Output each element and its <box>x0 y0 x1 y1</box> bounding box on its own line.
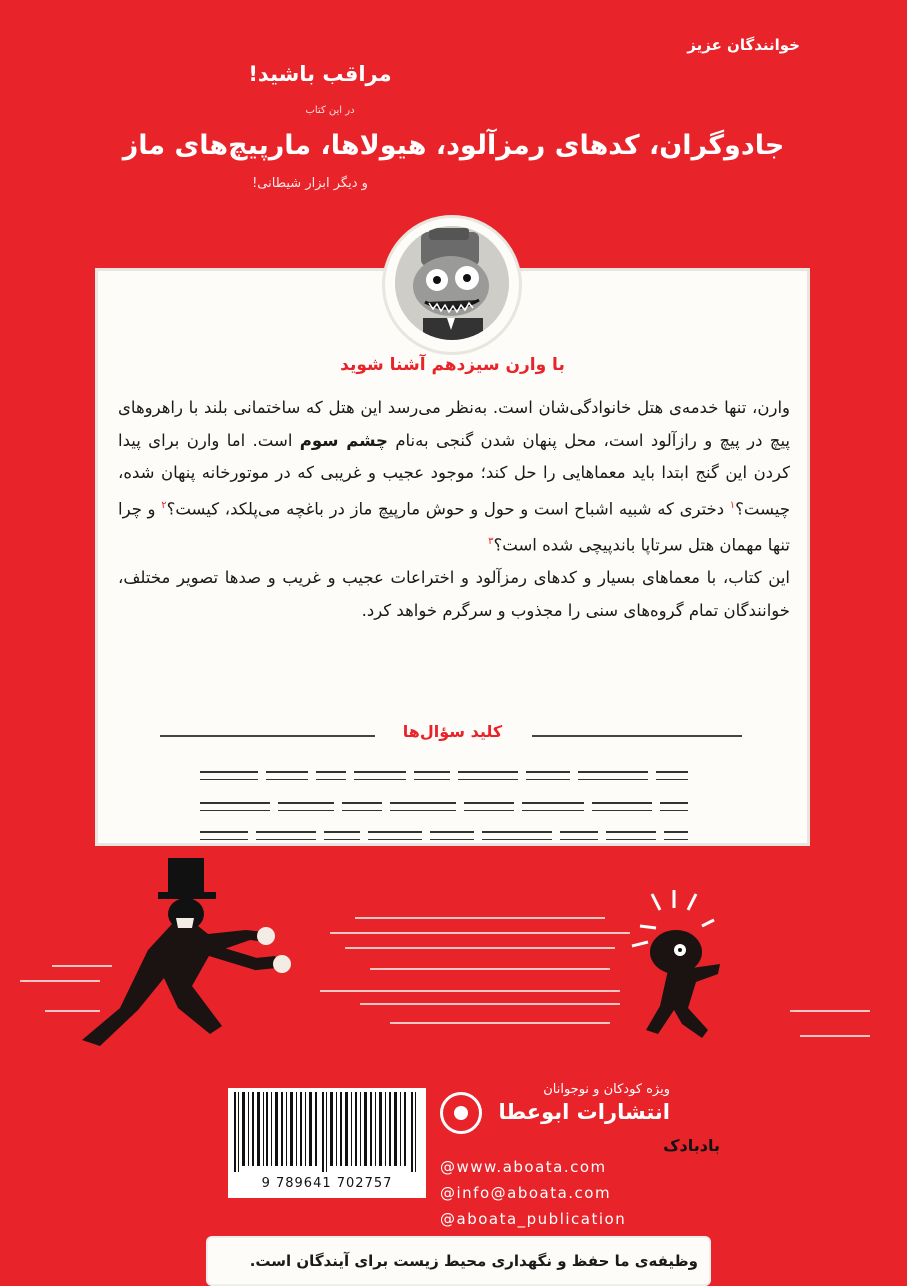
warren-running-illustration <box>630 890 750 1050</box>
publisher-email: @info@aboata.com <box>440 1184 612 1202</box>
synopsis-paragraph-1: وارن، تنها خدمه‌ی هتل خانوادگی‌شان است. به‌نظر می‌رسد این هتل که ساختمانی بلند با راهروهای پیچ در پیچ و رازآلود است، محل پنهان شدن گنجی به‌نام چشم سوم است. اما وارن برای پیدا کردن این گنج ابتدا باید معماهایی را حل کند؛ موجود عجیب و غریبی که در موتورخانه پنهان شده، چیست؟$^۱$ دختری که شبیه اشباح است و حول و حوش مارپیچ ماز در باغچه می‌پلکد، کیست؟$^۲$ و چرا تنها مهمان هتل سرتاپا باندپیچی شده است؟$^۳$ <box>118 398 791 555</box>
speed-line <box>390 1022 610 1024</box>
cipher-answer-2 <box>200 797 688 813</box>
speed-line <box>355 917 605 919</box>
header-headline: جادوگران، کدهای رمزآلود، هیولاها، مارپیچ‌های ماز <box>122 130 785 161</box>
treasure-name: چشم سوم <box>299 430 388 450</box>
environment-note: وظیفه‌ی ما حفظ و نگهداری محیط زیست برای آیندگان است. <box>249 1252 698 1270</box>
synopsis-paragraph-2: این کتاب، با معماهای بسیار و کدهای رمزآلود و اختراعات عجیب و غریب و صدها تصویر مختلف، خوانندگان تمام گروه‌های سنی را مجذوب و سرگرم خواهد کرد. <box>118 567 790 620</box>
speed-line <box>320 990 620 992</box>
speed-line <box>345 947 615 949</box>
publisher-website: @www.aboata.com <box>440 1158 607 1176</box>
isbn-number: 9 789641 702757 <box>261 1176 393 1191</box>
speed-line <box>360 1003 620 1005</box>
question-mark-2: ۲ <box>161 499 167 511</box>
speed-line <box>370 968 610 970</box>
question-mark-1: ۱ <box>729 499 736 511</box>
cipher-answer-1 <box>200 766 688 782</box>
synopsis-text <box>118 392 790 627</box>
header-tail: و دیگر ابزار شیطانی! <box>252 176 368 191</box>
speed-line <box>790 1010 870 1012</box>
question-mark-3: ۳ <box>488 535 494 547</box>
speed-line <box>800 1035 870 1037</box>
header-warning: مراقب باشید! <box>248 62 392 86</box>
speed-line <box>330 932 630 934</box>
warren-portrait-illustration <box>395 226 509 340</box>
synopsis-title: با وارن سیزدهم آشنا شوید <box>340 355 565 375</box>
villain-running-illustration <box>60 858 300 1048</box>
publisher-instagram: @aboata_publication <box>440 1210 627 1228</box>
publisher-name: انتشارات ابوعطا <box>498 1100 670 1124</box>
cipher-answer-3 <box>200 826 688 842</box>
publisher-tagline: ویژه کودکان و نوجوانان <box>543 1082 670 1097</box>
header-small-line: در این کتاب <box>305 105 355 116</box>
partner-logo-text: بادبادک <box>663 1136 720 1155</box>
header-kicker: خوانندگان عزیز <box>687 36 800 54</box>
answer-key-title: کلید سؤال‌ها <box>402 722 503 741</box>
